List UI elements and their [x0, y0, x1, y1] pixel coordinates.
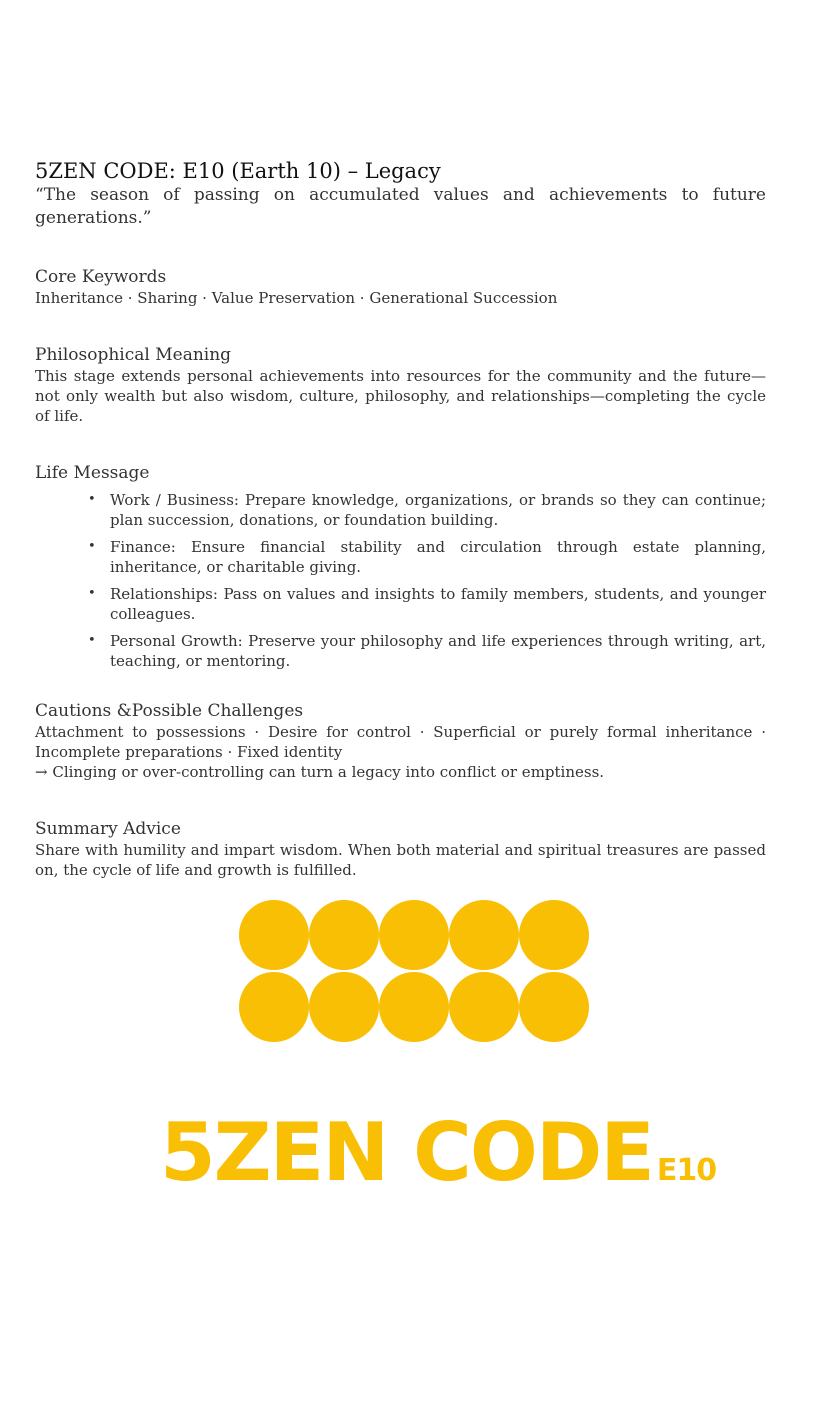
- list-item-text: Finance: Ensure financial stability and circulation through estate planning, inheritance, or charitable giving.: [110, 538, 766, 576]
- list-item: [88, 631, 766, 671]
- wordmark-code: E10: [656, 1153, 717, 1188]
- logo-dots: [239, 900, 590, 1042]
- philosophical-meaning-section: [35, 344, 766, 426]
- philosophical-meaning-heading: Philosophical Meaning: [35, 345, 232, 365]
- list-item: [88, 490, 766, 530]
- list-item: [88, 537, 766, 577]
- summary-advice-section: [35, 818, 766, 880]
- logo-dot-3: [379, 900, 449, 970]
- core-keywords-heading: Core Keywords: [35, 267, 167, 287]
- logo-dot-6: [239, 972, 309, 1042]
- list-item-text: Personal Growth: Preserve your philosophy and life experiences through writing, art, teaching, or mentoring.: [110, 632, 766, 670]
- life-message-heading: Life Message: [35, 463, 150, 483]
- bullet-icon: •: [88, 586, 96, 601]
- logo-dot-5: [519, 900, 589, 970]
- logo-dot-8: [379, 972, 449, 1042]
- summary-advice-heading: Summary Advice: [35, 819, 181, 839]
- list-item: [88, 584, 766, 624]
- cautions-note: → Clinging or over-controlling can turn a legacy into conflict or emptiness.: [35, 763, 605, 781]
- life-message-list: [35, 490, 766, 671]
- cautions-section: [35, 700, 766, 782]
- summary-advice-text: Share with humility and impart wisdom. When both material and spiritual treasures are passed on, the cycle of life and growth is fulfilled.: [35, 841, 766, 879]
- bullet-icon: •: [88, 633, 96, 648]
- core-keywords-text: Inheritance · Sharing · Value Preservation · Generational Succession: [35, 289, 558, 307]
- document-content: [35, 158, 766, 880]
- cautions-text: Attachment to possessions · Desire for control · Superficial or purely formal inheritance · Incomplete preparations · Fixed identity: [35, 723, 766, 761]
- list-item-text: Work / Business: Prepare knowledge, organizations, or brands so they can continue; plan succession, donations, or foundation building.: [110, 491, 766, 529]
- bullet-icon: •: [88, 539, 96, 554]
- logo-dot-2: [309, 900, 379, 970]
- logo-dot-4: [449, 900, 519, 970]
- cautions-heading: Cautions &Possible Challenges: [35, 701, 304, 721]
- page-quote: “The season of passing on accumulated values and achievements to future generations.”: [35, 185, 766, 228]
- logo-wordmark: [160, 1108, 760, 1198]
- bullet-icon: •: [88, 492, 96, 507]
- philosophical-meaning-text: This stage extends personal achievements into resources for the community and the future—not only wealth but also wisdom, culture, philosophy, and relationships—completing the cycle of life.: [35, 367, 766, 425]
- logo-dot-9: [449, 972, 519, 1042]
- life-message-section: [35, 462, 766, 671]
- logo-dot-7: [309, 972, 379, 1042]
- logo-dot-1: [239, 900, 309, 970]
- wordmark-text: 5ZEN CODE: [160, 1106, 653, 1199]
- logo-dot-10: [519, 972, 589, 1042]
- core-keywords-section: [35, 266, 766, 308]
- page-title: 5ZEN CODE: E10 (Earth 10) – Legacy: [35, 159, 441, 183]
- list-item-text: Relationships: Pass on values and insights to family members, students, and younger colleagues.: [110, 585, 766, 623]
